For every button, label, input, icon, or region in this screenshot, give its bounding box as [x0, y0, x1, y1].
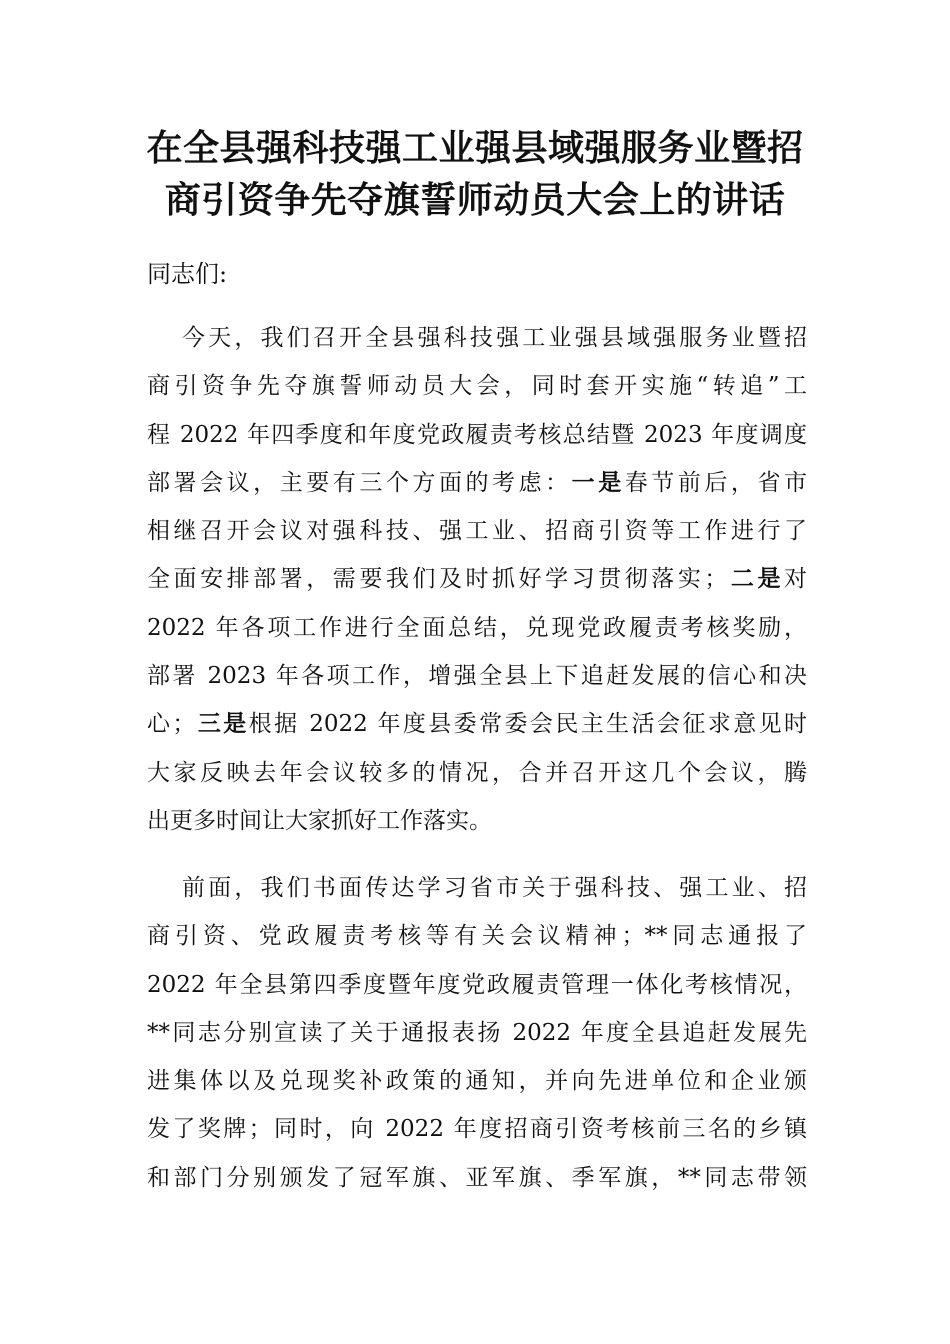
text-run: 部署会议，主要有三个方面的考虑：	[147, 469, 572, 496]
paragraph-line	[147, 700, 807, 748]
title-line-2: 商引资争先夺旗誓师动员大会上的讲话	[164, 179, 786, 221]
paragraph-line: 大家反映去年会议较多的情况，合并召开这几个会议，腾	[147, 759, 807, 786]
emphasis-text: 二是	[727, 565, 785, 593]
paragraph-line	[147, 459, 807, 507]
paragraph-line: 前面，我们书面传达学习省市关于强科技、强工业、招	[182, 875, 807, 901]
salutation: 同志们:	[147, 260, 228, 288]
paragraph-line: 2022 年各项工作进行全面总结，兑现党政履责考核奖励，	[147, 614, 807, 641]
paragraph-1	[147, 314, 807, 845]
paragraph-line: 商引资、党政履责考核等有关会议精神；**同志通报了	[147, 923, 807, 950]
paragraph-line	[147, 555, 807, 603]
paragraph-line: 程 2022 年四季度和年度党政履责考核总结暨 2023 年度调度	[147, 421, 807, 448]
text-run: 心；	[147, 711, 196, 738]
text-run: 春节前后，省市	[624, 469, 808, 496]
paragraph-line: 发了奖牌；同时，向 2022 年度招商引资考核前三名的乡镇	[147, 1116, 807, 1143]
paragraph-line: 2022 年全县第四季度暨年度党政履责管理一体化考核情况，	[147, 971, 807, 998]
paragraph-2	[147, 864, 807, 1202]
page-title	[60, 122, 890, 226]
text-run: 全面安排部署，需要我们及时抓好学习贯彻落实；	[147, 566, 728, 593]
paragraph-line: 商引资争先夺旗誓师动员大会，同时套开实施“转追”工	[147, 373, 807, 400]
paragraph-line: 出更多时间让大家抓好工作落实。	[147, 807, 492, 834]
text-run: 根据 2022 年度县委常委会民主生活会征求意见时	[248, 711, 808, 738]
paragraph-line: **同志分别宣读了关于通报表扬 2022 年度全县追赶发展先	[147, 1019, 807, 1046]
paragraph-line: 部署 2023 年各项工作，增强全县上下追赶发展的信心和决	[147, 663, 807, 690]
paragraph-line: 和部门分别颁发了冠军旗、亚军旗、季军旗，**同志带领	[147, 1164, 807, 1191]
text-run: 对	[784, 566, 808, 593]
title-line-1: 在全县强科技强工业强县域强服务业暨招	[146, 127, 804, 169]
paragraph-line: 进集体以及兑现奖补政策的通知，并向先进单位和企业颁	[147, 1068, 807, 1095]
emphasis-text: 一是	[571, 468, 625, 496]
emphasis-text: 三是	[195, 710, 249, 738]
paragraph-line: 今天，我们召开全县强科技强工业强县域强服务业暨招	[182, 325, 807, 351]
paragraph-line: 相继召开会议对强科技、强工业、招商引资等工作进行了	[147, 518, 807, 545]
